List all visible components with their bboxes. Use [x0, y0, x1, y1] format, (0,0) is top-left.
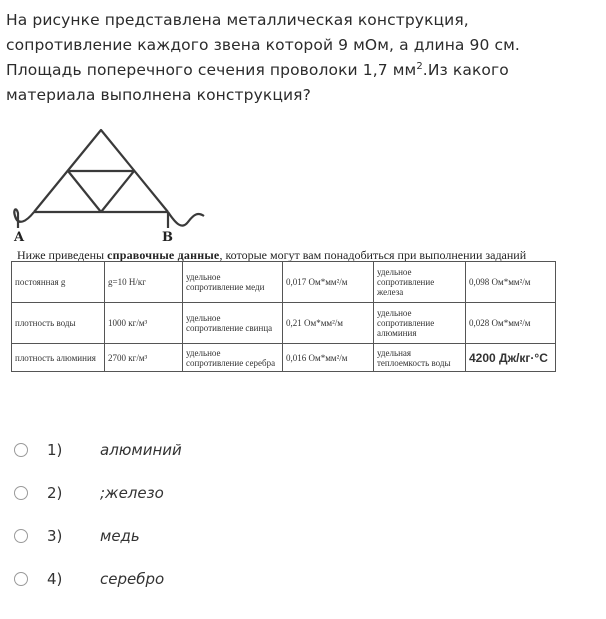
label-b: B	[162, 230, 173, 245]
answer-option-3[interactable]	[14, 527, 314, 549]
answer-option-2[interactable]	[14, 484, 314, 506]
label-a: A	[14, 230, 25, 245]
radio-button[interactable]	[14, 572, 28, 586]
option-text: алюминий	[100, 441, 182, 459]
reference-table	[11, 261, 556, 372]
option-text: медь	[100, 527, 140, 545]
table-cell: удельное сопротивление железа	[374, 262, 466, 303]
table-cell: 0,016 Ом*мм²/м	[283, 344, 374, 372]
option-number: 2)	[47, 484, 63, 502]
radio-button[interactable]	[14, 529, 28, 543]
table-cell: удельное сопротивление алюминия	[374, 303, 466, 344]
reference-intro: Ниже приведены справочные данные, которые могут вам понадобиться при выполнении заданий	[17, 248, 527, 262]
table-cell: 0,098 Ом*мм²/м	[466, 262, 556, 303]
table-cell: удельное сопротивление меди	[183, 262, 283, 303]
question-text: На рисунке представлена металлическая конструкция, сопротивление каждого звена которой 9 мОм, а длина 90 см. Площадь поперечного сечения проволоки 1,7 $мм^2.Из$ какого материала выполнена конструкция?	[6, 11, 520, 104]
table-cell: удельное сопротивление свинца	[183, 303, 283, 344]
table-row	[12, 344, 556, 372]
radio-button[interactable]	[14, 443, 28, 457]
table-cell: 0,017 Ом*мм²/м	[283, 262, 374, 303]
option-number: 4)	[47, 570, 63, 588]
table-cell: постоянная g	[12, 262, 105, 303]
option-text: ;железо	[100, 484, 164, 502]
option-number: 1)	[47, 441, 63, 459]
table-cell: удельная теплоемкость воды	[374, 344, 466, 372]
table-cell: 0,028 Ом*мм²/м	[466, 303, 556, 344]
table-cell: плотность алюминия	[12, 344, 105, 372]
table-row	[12, 303, 556, 344]
option-number: 3)	[47, 527, 63, 545]
answer-option-1[interactable]	[14, 441, 314, 463]
table-cell: 2700 кг/м³	[105, 344, 183, 372]
table-cell: плотность воды	[12, 303, 105, 344]
table-cell: 4200 Дж/кг·°С	[466, 344, 556, 372]
table-cell: g=10 Н/кг	[105, 262, 183, 303]
answer-option-4[interactable]	[14, 570, 314, 592]
table-cell: удельное сопротивление серебра	[183, 344, 283, 372]
table-row	[12, 262, 556, 303]
table-cell: 1000 кг/м³	[105, 303, 183, 344]
triangle-diagram	[6, 118, 216, 258]
table-cell: 0,21 Ом*мм²/м	[283, 303, 374, 344]
wire-construction-figure	[6, 118, 216, 258]
option-text: серебро	[100, 570, 165, 588]
radio-button[interactable]	[14, 486, 28, 500]
